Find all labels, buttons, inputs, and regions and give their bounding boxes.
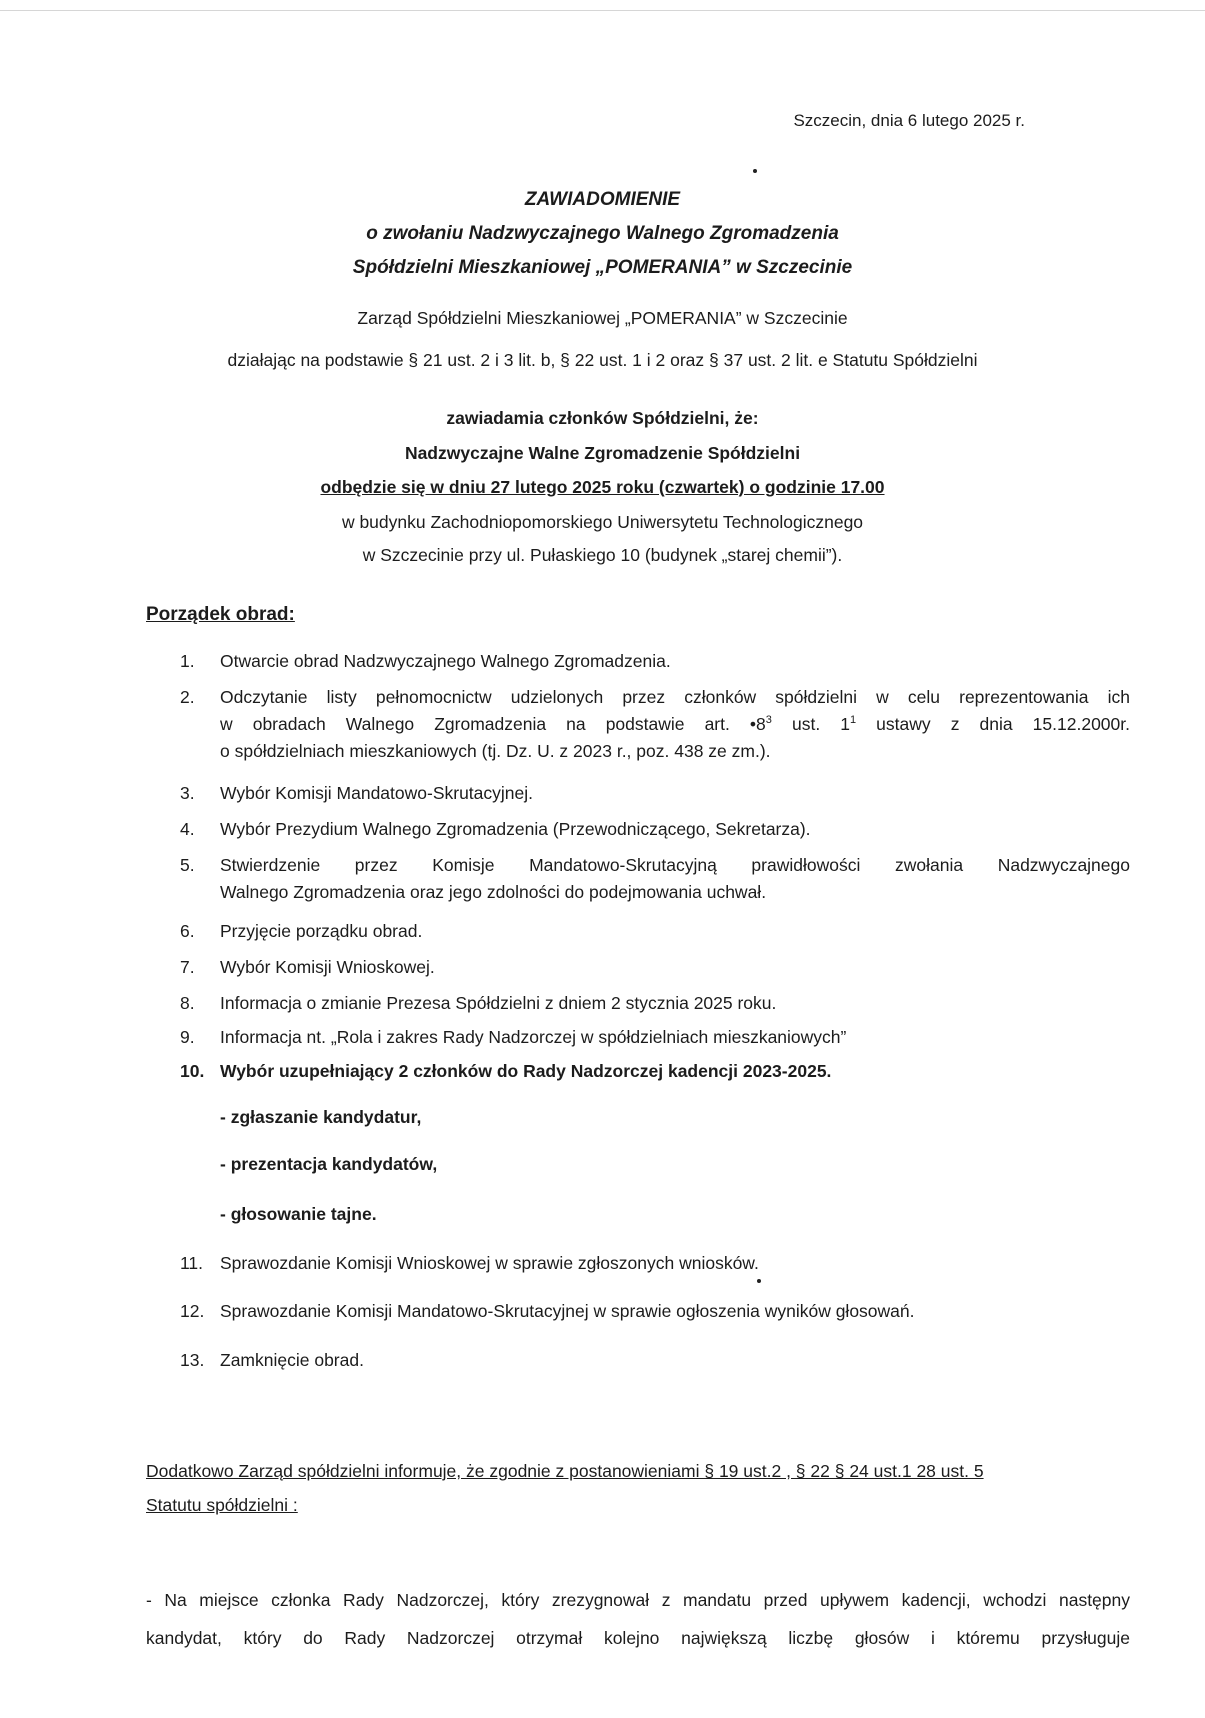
notice-line: Nadzwyczajne Walne Zgromadzenie Spółdzielni (404, 443, 801, 463)
paragraph-line: kandydat, który do Rady Nadzorczej otrzymał kolejno największą liczbę głosów i któremu przysługuje (146, 1628, 1130, 1648)
item-text: w obradach Walnego Zgromadzenia na podstawie art. $•8^3$ ust. $1^1$ ustawy z dnia 15.12.2000r. (220, 714, 1130, 734)
document-subtitle: o zwołaniu Nadzwyczajnego Walnego Zgromadzenia (366, 223, 839, 244)
item-number: 5. (180, 855, 195, 875)
additional-info-line: Dodatkowo Zarząd spółdzielni informuje, że zgodnie z postanowieniami § 19 ust.2 , § 22 § 24 ust.1 28 ust. 5 (146, 1461, 984, 1481)
item-text: Otwarcie obrad Nadzwyczajnego Walnego Zgromadzenia. (220, 651, 671, 671)
scan-speck (753, 169, 757, 173)
item-text: o spółdzielniach mieszkaniowych (tj. Dz. U. z 2023 r., poz. 438 ze zm.). (220, 741, 771, 761)
item-number: 10. (180, 1061, 205, 1081)
item-number: 9. (180, 1027, 195, 1047)
scan-speck (757, 1279, 761, 1283)
item-text: Informacja o zmianie Prezesa Spółdzielni z dniem 2 stycznia 2025 roku. (220, 993, 777, 1013)
item-text-block (220, 684, 1130, 765)
notice-line: zawiadamia członków Spółdzielni, że: (446, 408, 759, 428)
item-number: 11. (180, 1253, 204, 1273)
item-text: Sprawozdanie Komisji Wnioskowej w sprawie zgłoszonych wniosków. (220, 1253, 759, 1273)
final-paragraph (146, 1581, 1130, 1657)
agenda-title: Porządek obrad: (146, 604, 295, 625)
item-text: Zamknięcie obrad. (220, 1350, 364, 1370)
item-text: Przyjęcie porządku obrad. (220, 921, 423, 941)
item-number: 1. (180, 651, 195, 671)
notice-line: w budynku Zachodniopomorskiego Uniwersytetu Technologicznego (341, 512, 864, 532)
notice-line: w Szczecinie przy ul. Pułaskiego 10 (budynek „starej chemii”). (362, 545, 843, 565)
intro-line: Zarząd Spółdzielni Mieszkaniowej „POMERANIA” w Szczecinie (357, 308, 848, 328)
item-number: 6. (180, 921, 195, 941)
scan-top-border (0, 10, 1205, 11)
item-number: 13. (180, 1350, 205, 1370)
paragraph-line: - Na miejsce członka Rady Nadzorczej, który zrezygnował z mandatu przed upływem kadencji, wchodzi następny (146, 1590, 1130, 1610)
sub-item-text: - prezentacja kandydatów, (220, 1154, 438, 1174)
item-text: Informacja nt. „Rola i zakres Rady Nadzorczej w spółdzielniach mieszkaniowych” (220, 1027, 847, 1047)
item-text: Odczytanie listy pełnomocnictw udzielonych przez członków spółdzielni w celu reprezentowania ich (220, 687, 1130, 707)
item-text: Wybór Prezydium Walnego Zgromadzenia (Przewodniczącego, Sekretarza). (220, 819, 811, 839)
item-text: Wybór Komisji Wnioskowej. (220, 957, 435, 977)
item-text: Stwierdzenie przez Komisje Mandatowo-Skrutacyjną prawidłowości zwołania Nadzwyczajnego (220, 855, 1130, 875)
document-subtitle: Spółdzielni Mieszkaniowej „POMERANIA” w Szczecinie (352, 257, 853, 278)
item-text-block (220, 852, 1130, 906)
meeting-date-line: odbędzie się w dniu 27 lutego 2025 roku (czwartek) o godzinie 17.00 (320, 477, 885, 497)
item-text: Wybór Komisji Mandatowo-Skrutacyjnej. (220, 783, 534, 803)
item-number: 7. (180, 957, 195, 977)
item-number: 8. (180, 993, 195, 1013)
date-line: Szczecin, dnia 6 lutego 2025 r. (793, 111, 1025, 130)
item-text: Walnego Zgromadzenia oraz jego zdolności do podejmowania uchwał. (220, 882, 767, 902)
item-number: 2. (180, 687, 195, 707)
additional-info-line: Statutu spółdzielni : (146, 1495, 298, 1515)
document-title: ZAWIADOMIENIE (524, 189, 681, 210)
item-number: 3. (180, 783, 195, 803)
sub-item-text: - zgłaszanie kandydatur, (220, 1107, 422, 1127)
item-number: 4. (180, 819, 195, 839)
sub-item-text: - głosowanie tajne. (220, 1204, 377, 1224)
item-number: 12. (180, 1301, 205, 1321)
item-text: Wybór uzupełniający 2 członków do Rady Nadzorczej kadencji 2023-2025. (220, 1061, 832, 1081)
intro-line: działając na podstawie § 21 ust. 2 i 3 lit. b, § 22 ust. 1 i 2 oraz § 37 ust. 2 lit. e Statutu Spółdzielni (227, 350, 978, 370)
item-text: Sprawozdanie Komisji Mandatowo-Skrutacyjnej w sprawie ogłoszenia wyników głosowań. (220, 1301, 915, 1321)
additional-info (146, 1454, 1130, 1522)
